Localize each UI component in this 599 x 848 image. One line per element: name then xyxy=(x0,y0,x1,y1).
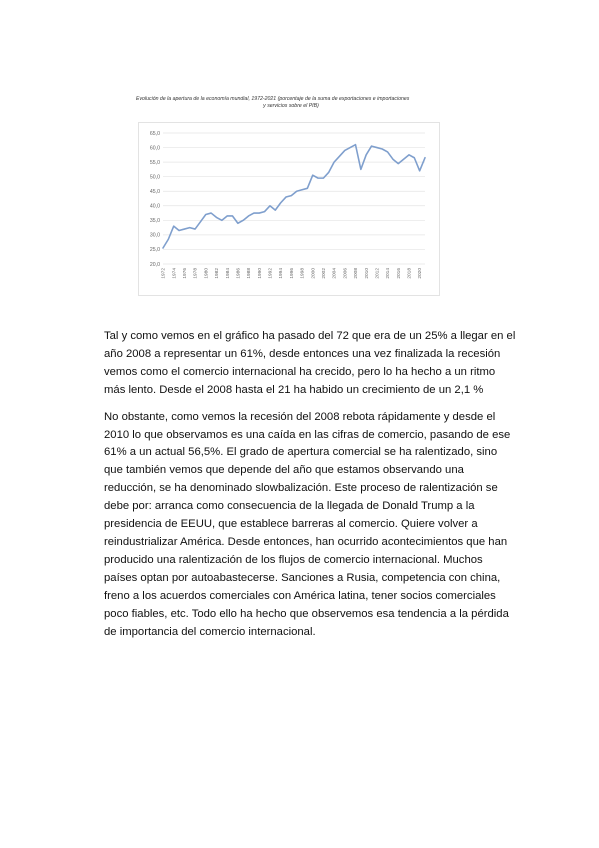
data-point xyxy=(307,188,308,189)
x-tick-label: 1978 xyxy=(193,268,199,279)
x-tick-label: 2014 xyxy=(386,268,392,279)
data-point xyxy=(221,220,222,221)
data-point xyxy=(414,157,415,158)
data-point xyxy=(392,159,393,160)
body-text xyxy=(104,328,516,650)
y-tick-label: 45,0 xyxy=(149,189,160,196)
x-tick-label: 2010 xyxy=(364,268,370,279)
data-point xyxy=(323,178,324,179)
data-point xyxy=(248,215,249,216)
x-tick-label: 1986 xyxy=(236,268,242,279)
x-tick-label: 2016 xyxy=(396,268,402,279)
paragraph-1: Tal y como vemos en el gráfico ha pasado del 72 que era de un 25% a llegar en el año 2008 a representar un 61%, desde entonces una vez finalizada la recesión vemos como el comercio internacional ha crecido, pero lo ha hecho a un ritmo más lento. Desde el 2008 hasta el 21 ha habido un crecimiento de un 2,1 % xyxy=(104,330,516,396)
x-tick-label: 1976 xyxy=(182,268,188,279)
chart-figure xyxy=(134,96,446,298)
x-tick-label: 1988 xyxy=(247,268,253,279)
x-tick-label: 2012 xyxy=(375,268,381,279)
y-tick-label: 20,0 xyxy=(149,261,160,268)
y-tick-label: 30,0 xyxy=(149,232,160,239)
x-tick-label: 1992 xyxy=(268,268,274,279)
x-tick-label: 1994 xyxy=(279,268,285,279)
data-point xyxy=(355,144,356,145)
data-point xyxy=(339,156,340,157)
data-point xyxy=(184,228,185,229)
data-point xyxy=(376,147,377,148)
data-point xyxy=(189,227,190,228)
y-tick-label: 60,0 xyxy=(149,145,160,152)
x-tick-label: 2002 xyxy=(322,268,328,279)
data-point xyxy=(301,189,302,190)
data-point xyxy=(328,172,329,173)
chart-area xyxy=(138,122,440,296)
data-point xyxy=(275,210,276,211)
data-point xyxy=(173,226,174,227)
data-point xyxy=(285,196,286,197)
paragraph-2: No obstante, como vemos la recesión del 2008 rebota rápidamente y desde el 2010 lo que observamos es una caída en las cifras de comercio, pasando de ese 61% a un actual 56,5%. El grado de apertura comercial se ha ralentizado, sino que también vemos que depende del año que estamos observando una reducción, se ha denominado slowbalización. Este proceso de ralentización se debe por: arranca como consecuencia de la llegada de Donald Trump a la presidencia de EEUU, que establece barreras al comercio. Quiere volver a reindustrializar América. Desde entonces, han ocurrido acontecimientos que han producido una ralentización de los flujos de comercio internacional. Muchos países optan por autoabastecerse. Sanciones a Rusia, competencia con china, freno a los acuerdos comerciales con América latina, tener socios comerciales poco fiables, etc. Todo ello ha hecho que observemos esa tendencia a la pérdida de importancia del comercio internacional. xyxy=(104,410,511,638)
data-point xyxy=(344,150,345,151)
data-point xyxy=(296,191,297,192)
x-tick-label: 1984 xyxy=(225,268,231,279)
chart-title xyxy=(136,96,446,109)
data-point xyxy=(398,163,399,164)
x-tick-label: 2018 xyxy=(407,268,413,279)
data-point xyxy=(232,215,233,216)
data-point xyxy=(291,195,292,196)
data-point xyxy=(216,217,217,218)
x-tick-label: 2020 xyxy=(418,268,424,279)
x-tick-label: 1974 xyxy=(172,268,178,279)
y-tick-label: 55,0 xyxy=(149,159,160,166)
y-tick-label: 35,0 xyxy=(149,218,160,225)
data-point xyxy=(264,211,265,212)
data-point xyxy=(403,159,404,160)
x-tick-label: 2004 xyxy=(332,268,338,279)
data-point xyxy=(419,170,420,171)
data-point xyxy=(194,228,195,229)
data-point xyxy=(280,202,281,203)
chart-title-line-1: Evolución de la apertura de la economía mundial, 1972-2021 (porcentaje de la suma de exportaciones e importaciones xyxy=(136,96,410,102)
data-point xyxy=(259,212,260,213)
data-point xyxy=(269,205,270,206)
x-tick-label: 2008 xyxy=(354,268,360,279)
data-point xyxy=(253,212,254,213)
data-point xyxy=(334,162,335,163)
x-tick-label: 1972 xyxy=(161,268,167,279)
y-tick-label: 25,0 xyxy=(149,247,160,254)
data-point xyxy=(237,223,238,224)
data-point xyxy=(317,178,318,179)
x-tick-label: 1998 xyxy=(300,268,306,279)
data-point xyxy=(424,157,425,158)
series-line xyxy=(163,145,425,248)
y-tick-label: 50,0 xyxy=(149,174,160,181)
data-point xyxy=(312,175,313,176)
data-point xyxy=(205,214,206,215)
data-point xyxy=(382,148,383,149)
data-point xyxy=(366,154,367,155)
data-point xyxy=(211,212,212,213)
y-tick-label: 65,0 xyxy=(149,130,160,137)
x-tick-label: 1990 xyxy=(257,268,263,279)
x-tick-label: 2006 xyxy=(343,268,349,279)
data-point xyxy=(243,220,244,221)
chart-title-line-2: y servicios sobre el PIB) xyxy=(263,102,319,109)
x-tick-label: 1980 xyxy=(204,268,210,279)
data-point xyxy=(387,151,388,152)
data-point xyxy=(200,221,201,222)
x-tick-label: 1982 xyxy=(215,268,221,279)
x-tick-label: 1996 xyxy=(289,268,295,279)
data-point xyxy=(371,146,372,147)
data-point xyxy=(168,239,169,240)
data-point xyxy=(178,230,179,231)
data-point xyxy=(227,215,228,216)
data-point xyxy=(360,169,361,170)
y-tick-label: 40,0 xyxy=(149,203,160,210)
data-point xyxy=(350,147,351,148)
line-chart xyxy=(139,123,439,295)
data-point xyxy=(162,247,163,248)
data-point xyxy=(408,154,409,155)
x-tick-label: 2000 xyxy=(311,268,317,279)
